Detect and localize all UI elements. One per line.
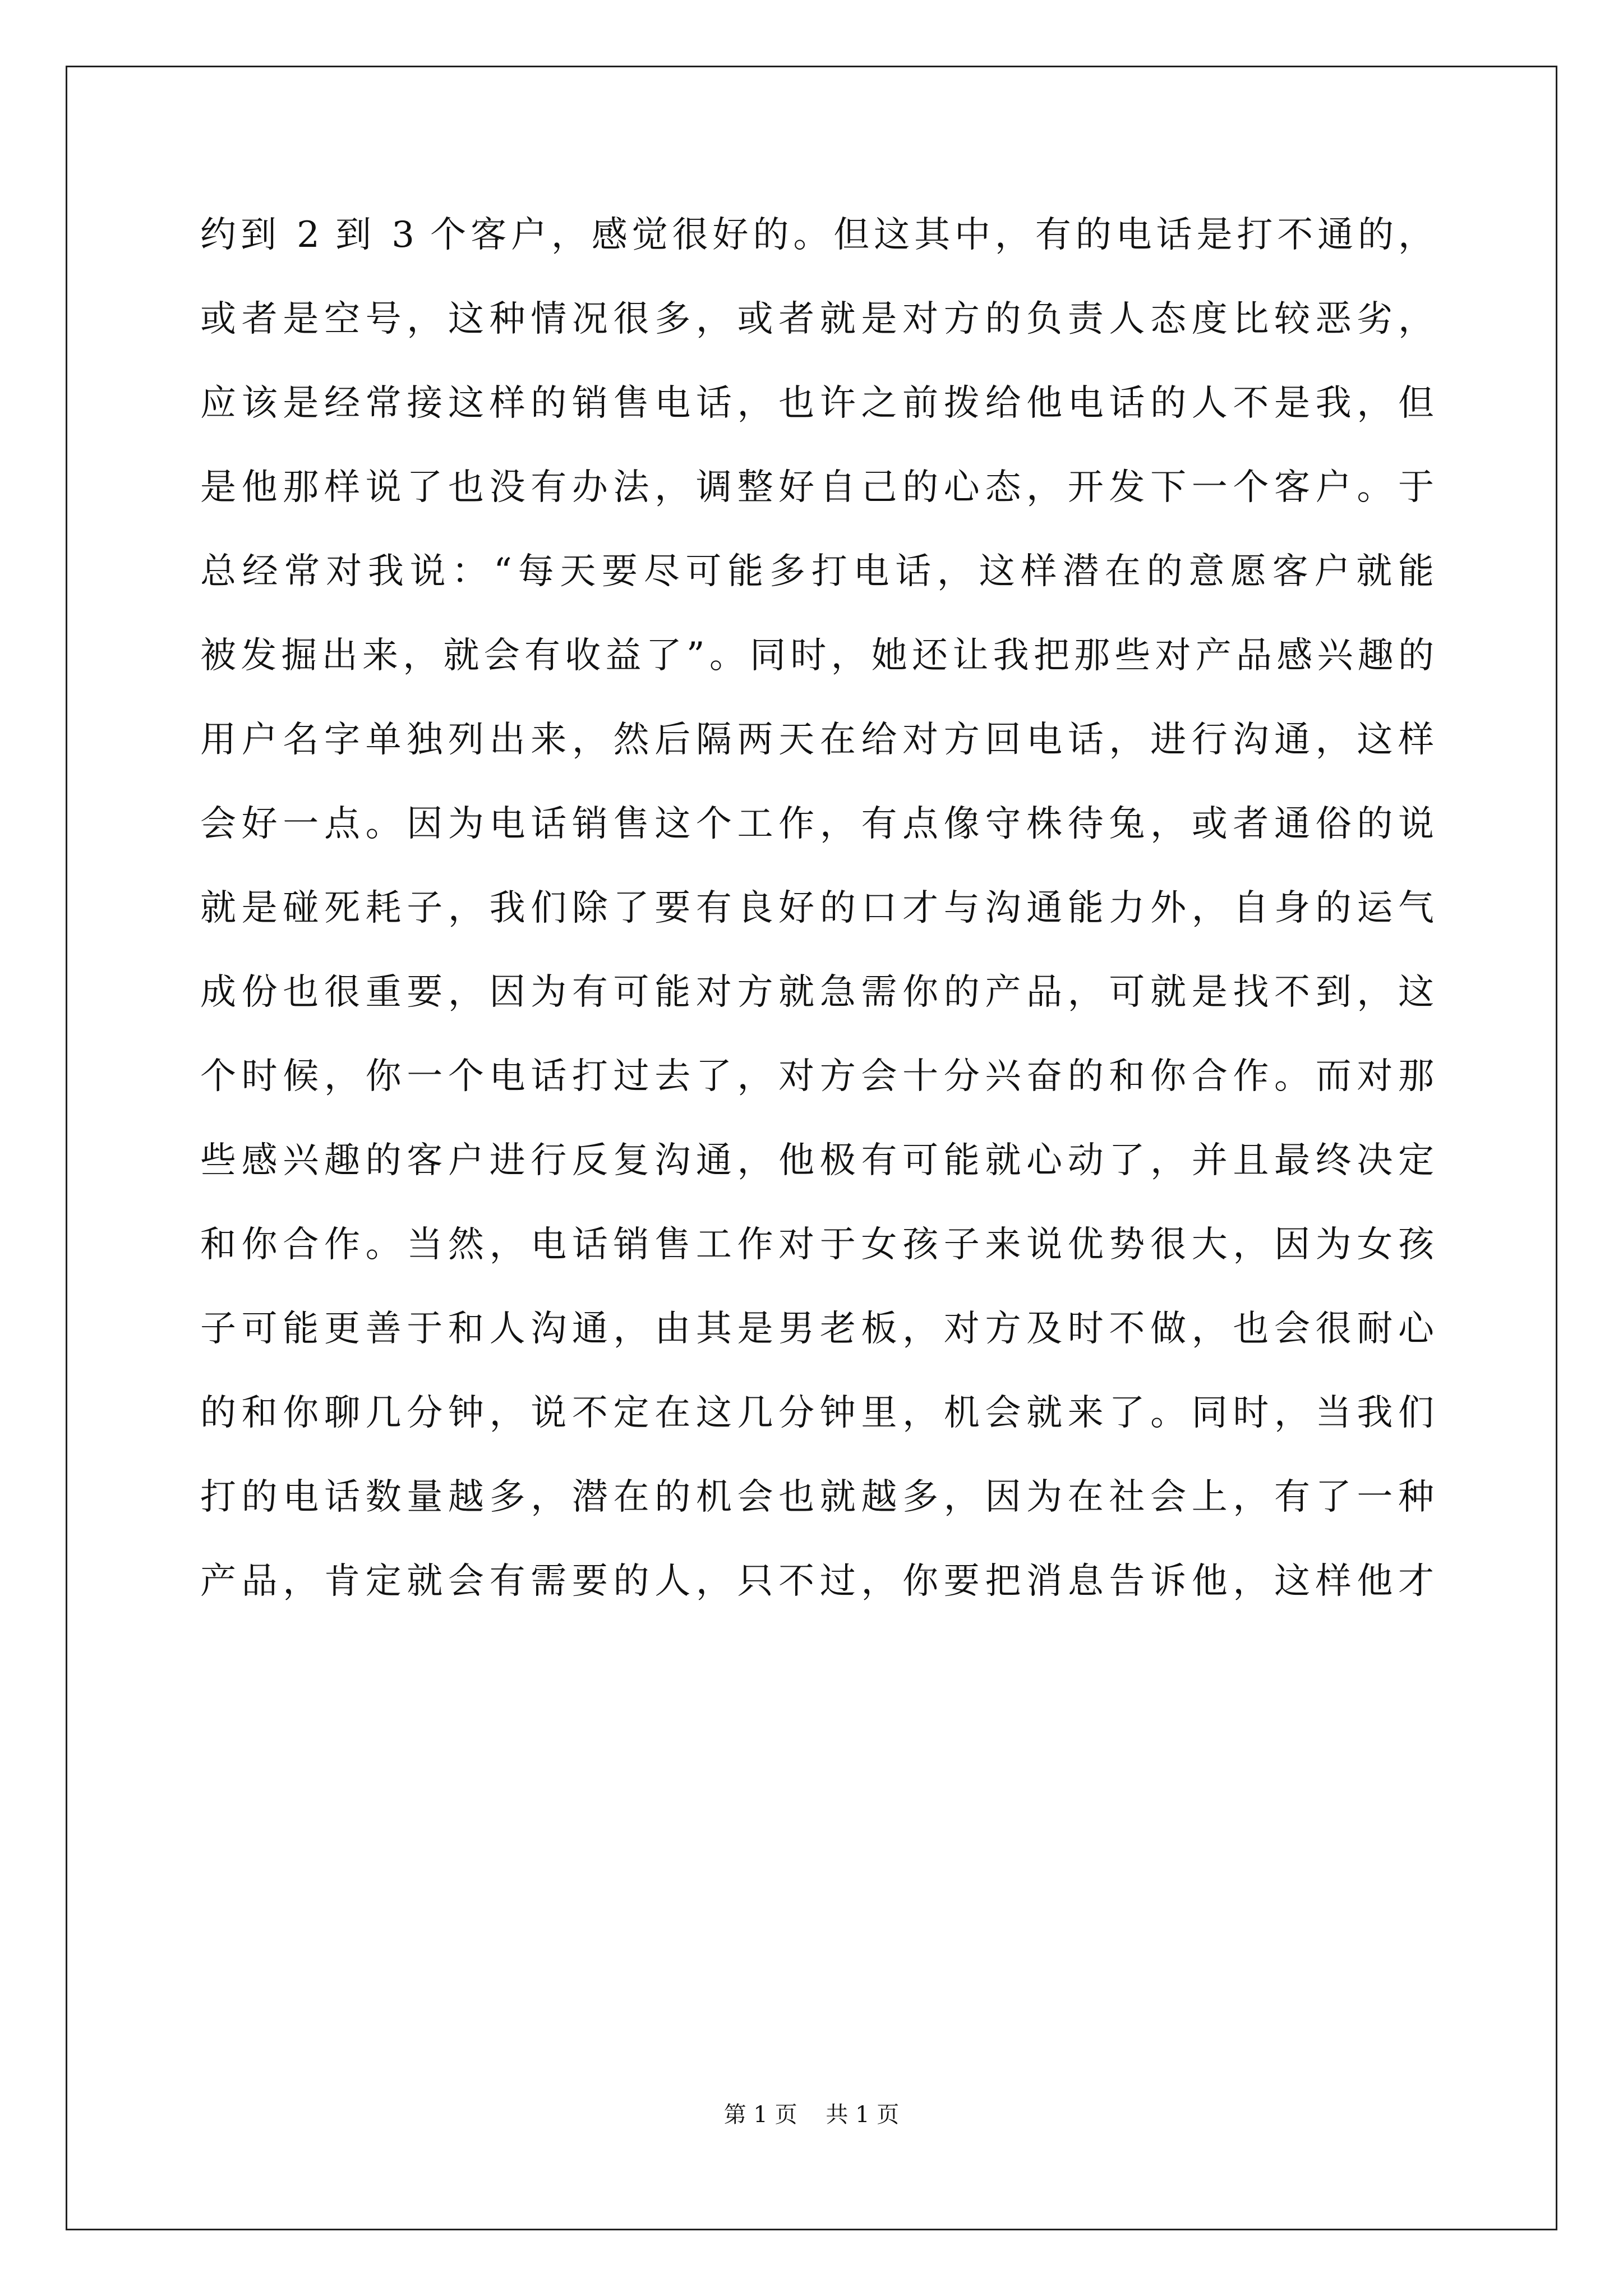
document-body — [200, 193, 1434, 1623]
text-line: 的和你聊几分钟，说不定在这几分钟里，机会就来了。同时，当我们 — [200, 1392, 1434, 1434]
text-line: 用户名字单独列出来，然后隔两天在给对方回电话，进行沟通，这样 — [200, 719, 1434, 761]
text-line: 或者是空号，这种情况很多，或者就是对方的负责人态度比较恶劣， — [200, 298, 1434, 340]
text-line: 是他那样说了也没有办法，调整好自己的心态，开发下一个客户。于 — [200, 467, 1434, 508]
text-line: 子可能更善于和人沟通，由其是男老板，对方及时不做，也会很耐心 — [200, 1308, 1434, 1350]
text-line: 会好一点。因为电话销售这个工作，有点像守株待兔，或者通俗的说 — [200, 803, 1434, 845]
text-line: 总经常对我说：“每天要尽可能多打电话，这样潜在的意愿客户就能 — [200, 551, 1434, 592]
text-line: 产品，肯定就会有需要的人，只不过，你要把消息告诉他，这样他才 — [200, 1561, 1434, 1602]
text-line: 个时候，你一个电话打过去了，对方会十分兴奋的和你合作。而对那 — [200, 1056, 1434, 1097]
text-line: 打的电话数量越多，潜在的机会也就越多，因为在社会上，有了一种 — [200, 1476, 1434, 1518]
text-line: 成份也很重要，因为有可能对方就急需你的产品，可就是找不到，这 — [200, 972, 1434, 1013]
text-line: 被发掘出来，就会有收益了”。同时，她还让我把那些对产品感兴趣的 — [200, 635, 1434, 677]
text-line: 些感兴趣的客户进行反复沟通，他极有可能就心动了，并且最终决定 — [200, 1140, 1434, 1181]
page-number-footer: 第 1 页 共 1 页 — [723, 2102, 900, 2128]
text-line: 应该是经常接这样的销售电话，也许之前拨给他电话的人不是我，但 — [200, 383, 1434, 424]
text-line: 约到 2 到 3 个客户，感觉很好的。但这其中，有的电话是打不通的， — [200, 214, 1434, 256]
text-line: 和你合作。当然，电话销售工作对于女孩子来说优势很大，因为女孩 — [200, 1224, 1434, 1266]
text-line: 就是碰死耗子，我们除了要有良好的口才与沟通能力外，自身的运气 — [200, 887, 1434, 929]
